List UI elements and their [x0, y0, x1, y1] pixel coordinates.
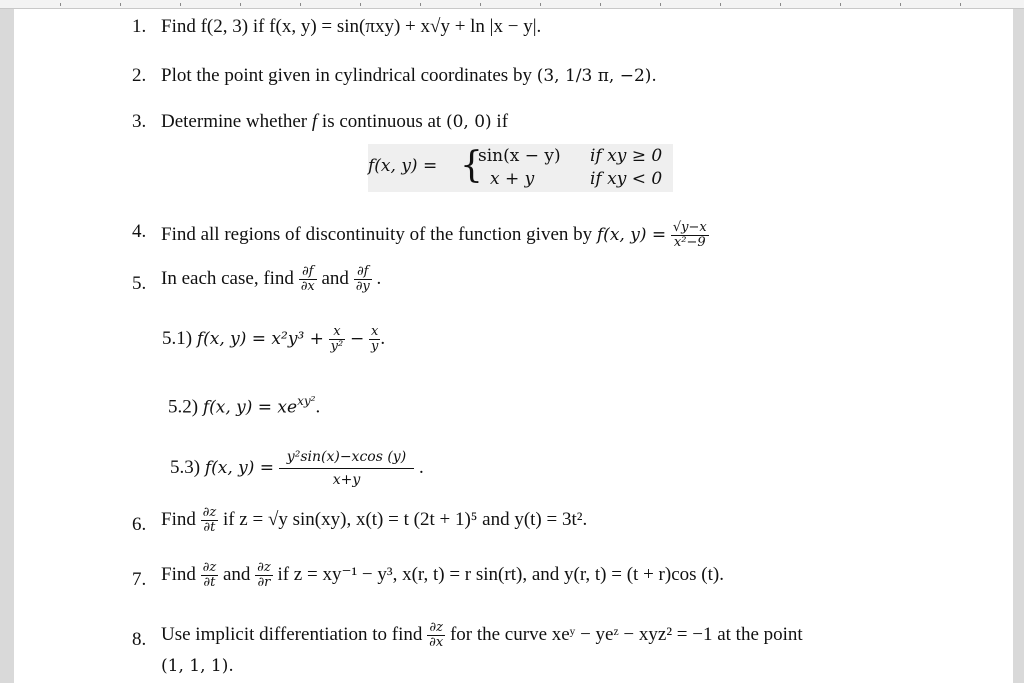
sub-5-1-end: . [380, 327, 386, 349]
sub-5-1-gn: x [369, 325, 380, 340]
q7-text [161, 561, 724, 590]
q6-rest: if z = √y sin(xy), x(t) = t (2t + 1)⁵ and y(t) = 3t². [222, 508, 588, 530]
q5-d1d: ∂x [300, 279, 315, 294]
q8-dd: ∂x [429, 635, 444, 650]
q4-number: 4. [132, 221, 147, 242]
q7-find: Find [161, 563, 196, 585]
sub-5-3-label: 5.3) [170, 456, 201, 478]
sub-5-1 [162, 325, 385, 354]
cond1: if xy ≥ 0 [590, 146, 663, 166]
sub-5-1-fn: x [329, 325, 346, 340]
q5-prefix: In each case, find [161, 267, 294, 289]
sub-5-2-sup: xy² [297, 394, 316, 408]
piecewise-function [368, 144, 673, 192]
q5-d1n: ∂f [299, 265, 317, 280]
q4-denominator: x²−9 [673, 235, 706, 250]
q8-partial [427, 621, 445, 650]
q1-text: Find f(2, 3) if f(x, y) = sin(πxy) + x√y + ln |x − y|. [161, 16, 542, 37]
sub-5-3-frac [279, 446, 414, 491]
q7-partial-t [201, 561, 219, 590]
q2-point: (3, 1/3 π, −2). [536, 66, 657, 86]
q7-rest: if z = xy⁻¹ − y³, x(r, t) = r sin(rt), and y(r, t) = (t + r)cos (t). [277, 563, 724, 585]
q3-f: f [311, 111, 318, 132]
q8-number: 8. [132, 629, 147, 650]
brace-icon: { [460, 145, 483, 186]
q7-partial-r [255, 561, 273, 590]
q3-prefix: Determine whether [161, 111, 308, 132]
sub-5-2-end: . [315, 396, 321, 418]
q5-number: 5. [132, 273, 147, 294]
q6-dd: ∂t [203, 520, 216, 535]
q5-text: In each case, find $\frac{\partial f}{\partial x}$ and $\frac{\partial f}{\partial y}$ . [161, 264, 382, 294]
sub-5-1-lhs: f(x, y) = x²y³ + [196, 328, 324, 349]
q8-line2: (1, 1, 1). [161, 656, 234, 676]
q7-d1d: ∂t [203, 575, 216, 590]
q3-mid: is continuous at [321, 111, 442, 132]
sub-5-3-end: . [418, 456, 424, 478]
sub-5-2 [168, 394, 320, 418]
q5-d2n: ∂f [354, 265, 372, 280]
q3-number: 3. [132, 111, 147, 132]
q2-prefix: Plot the point given in cylindrical coordinates by [161, 65, 532, 86]
q7-d1n: ∂z [202, 560, 217, 575]
q2-text [161, 65, 657, 87]
document-page[interactable] [14, 9, 1013, 683]
q2-number: 2. [132, 65, 147, 86]
q7-and: and [222, 563, 251, 585]
sub-5-2-expr: f(x, y) = xe [202, 397, 298, 418]
sub-5-2-label: 5.2) [168, 396, 199, 418]
sub-5-3-lhs: f(x, y) = [204, 457, 275, 478]
q6-dn: ∂z [202, 505, 217, 520]
q3-point: (0, 0) [445, 112, 492, 132]
q6-partial [201, 506, 219, 535]
q1-number: 1. [132, 16, 147, 37]
q8-text [161, 621, 803, 650]
sub-5-1-minus: − [349, 328, 365, 349]
case2: x + y [490, 169, 535, 189]
q3-text [161, 111, 508, 133]
sub-5-3 [170, 446, 424, 491]
q7-number: 7. [132, 569, 147, 590]
q5-partial-y [354, 265, 372, 294]
q6-number: 6. [132, 514, 147, 535]
sub-5-1-gd: y [370, 339, 379, 354]
sub-5-1-frac2 [369, 325, 380, 354]
q8-rest: for the curve xeʸ − yeᶻ − xyz² = −1 at the point [449, 623, 803, 645]
q5-and: and [321, 267, 349, 289]
ruler [0, 0, 1024, 9]
q8-dn: ∂z [427, 621, 445, 636]
case1: sin(x − y) [478, 146, 561, 166]
q3-suffix: if [496, 111, 509, 132]
sub-5-1-frac1 [329, 325, 346, 354]
q4-fraction [671, 221, 709, 250]
sub-5-1-label: 5.1) [162, 327, 193, 349]
sub-5-1-fd: y² [330, 339, 344, 354]
q4-text [161, 221, 709, 250]
piecewise-lhs: f(x, y) = [368, 156, 438, 176]
q7-d2n: ∂z [257, 560, 271, 575]
q4-numerator: √y−x [672, 220, 707, 235]
q7-d2d: ∂r [257, 575, 271, 590]
cond2: if xy < 0 [590, 169, 663, 189]
sub-5-3-fn: y²sin(x)−xcos (y) [279, 446, 414, 469]
sub-5-3-fd: x+y [332, 472, 361, 488]
q4-prefix: Find all regions of discontinuity of the function given by [161, 223, 593, 245]
q8-prefix: Use implicit differentiation to find [161, 623, 423, 645]
q6-text [161, 506, 587, 535]
q6-find: Find [161, 508, 196, 530]
q5-d2d: ∂y [355, 279, 370, 294]
q4-fx: f(x, y) = [596, 224, 667, 245]
q5-partial-x [299, 265, 317, 294]
